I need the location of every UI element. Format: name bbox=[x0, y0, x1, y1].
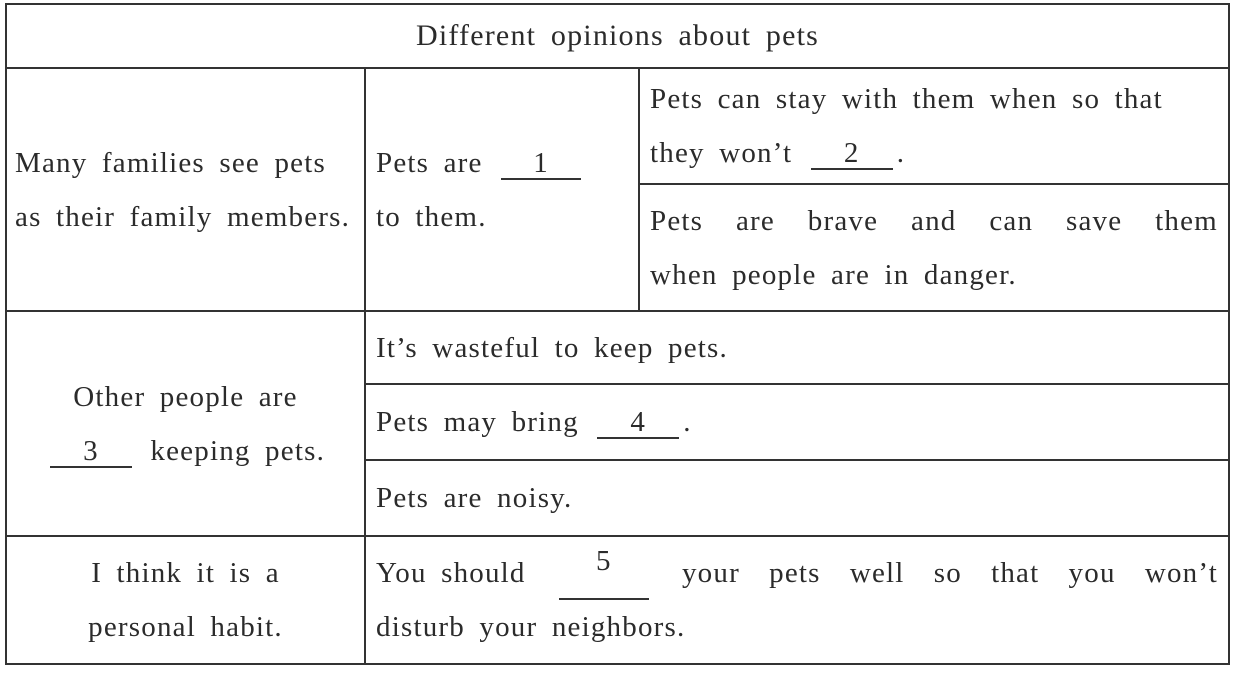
row3-detail-word: won’t bbox=[1144, 557, 1218, 589]
row3-detail-word: your bbox=[681, 557, 740, 589]
row1-detail2-word: are bbox=[735, 204, 775, 237]
row3-detail-word: pets bbox=[769, 557, 821, 589]
row3-detail-pre: You should bbox=[376, 557, 526, 589]
row1-reason-line1 bbox=[376, 136, 630, 190]
row3-group-cell bbox=[7, 537, 364, 663]
row1-detail2-word: and bbox=[911, 204, 957, 237]
row1-detail2-line1 bbox=[650, 194, 1218, 248]
row1-detail2-word: can bbox=[989, 204, 1034, 237]
row1-detail1-line2-pre: they won’t bbox=[650, 137, 793, 169]
row3-detail-word: that bbox=[991, 557, 1040, 589]
row2-detail3-cell bbox=[366, 461, 1228, 535]
row2-detail2-pre: Pets may bring bbox=[376, 406, 579, 438]
row3-group-line2: personal habit. bbox=[88, 611, 283, 643]
row2-group-line2 bbox=[46, 424, 325, 478]
row2-detail1-text: It’s wasteful to keep pets. bbox=[376, 331, 728, 364]
row3-detail-word: you bbox=[1068, 557, 1116, 589]
blank-1: 1 bbox=[501, 148, 581, 180]
row2-detail2-text bbox=[376, 395, 1218, 449]
row3-detail-line2: disturb your neighbors. bbox=[376, 611, 686, 643]
row1-group-cell bbox=[7, 69, 364, 310]
row1-detail2-word: save bbox=[1065, 204, 1123, 237]
blank-3: 3 bbox=[50, 436, 132, 468]
row1-group-line1: Many families see pets bbox=[15, 146, 326, 179]
opinions-table bbox=[5, 3, 1230, 665]
row2-group-line1: Other people are bbox=[73, 380, 298, 413]
row3-detail-line1 bbox=[376, 546, 1218, 600]
table-title-text: Different opinions about pets bbox=[415, 19, 819, 52]
row2-detail2-cell bbox=[366, 385, 1228, 459]
row3-group-line1: I think it is a bbox=[91, 557, 280, 589]
row2-group-line2-post: keeping pets. bbox=[150, 434, 326, 467]
row1-detail2-cell bbox=[640, 185, 1228, 310]
row1-detail2-word: Pets bbox=[650, 204, 704, 237]
table-title bbox=[7, 5, 1228, 67]
row3-detail-cell bbox=[366, 537, 1228, 663]
row3-detail-word: well bbox=[849, 557, 905, 589]
row1-detail1-cell bbox=[640, 69, 1228, 183]
row3-detail-word: so bbox=[933, 557, 962, 589]
row2-group-cell bbox=[7, 312, 364, 535]
row2-detail3-text: Pets are noisy. bbox=[376, 482, 573, 514]
row1-detail2-word: them bbox=[1155, 204, 1218, 237]
row2-detail2-post: . bbox=[683, 406, 692, 438]
row1-reason-pre: Pets are bbox=[376, 146, 483, 179]
row1-detail2-word: brave bbox=[807, 204, 879, 237]
blank-4: 4 bbox=[597, 407, 679, 439]
row1-detail1-line2 bbox=[650, 126, 1218, 180]
row1-detail1-line2-post: . bbox=[896, 137, 906, 169]
row1-reason-post: to them. bbox=[376, 200, 487, 233]
row1-group-line2: as their family members. bbox=[15, 200, 351, 233]
row2-detail1-cell bbox=[366, 312, 1228, 383]
blank-5: 5 bbox=[559, 546, 649, 600]
blank-2: 2 bbox=[811, 138, 893, 170]
row1-detail1-line1: Pets can stay with them when so that bbox=[650, 83, 1163, 115]
row1-reason-cell bbox=[366, 69, 638, 310]
row1-detail2-line2: when people are in danger. bbox=[650, 258, 1017, 291]
